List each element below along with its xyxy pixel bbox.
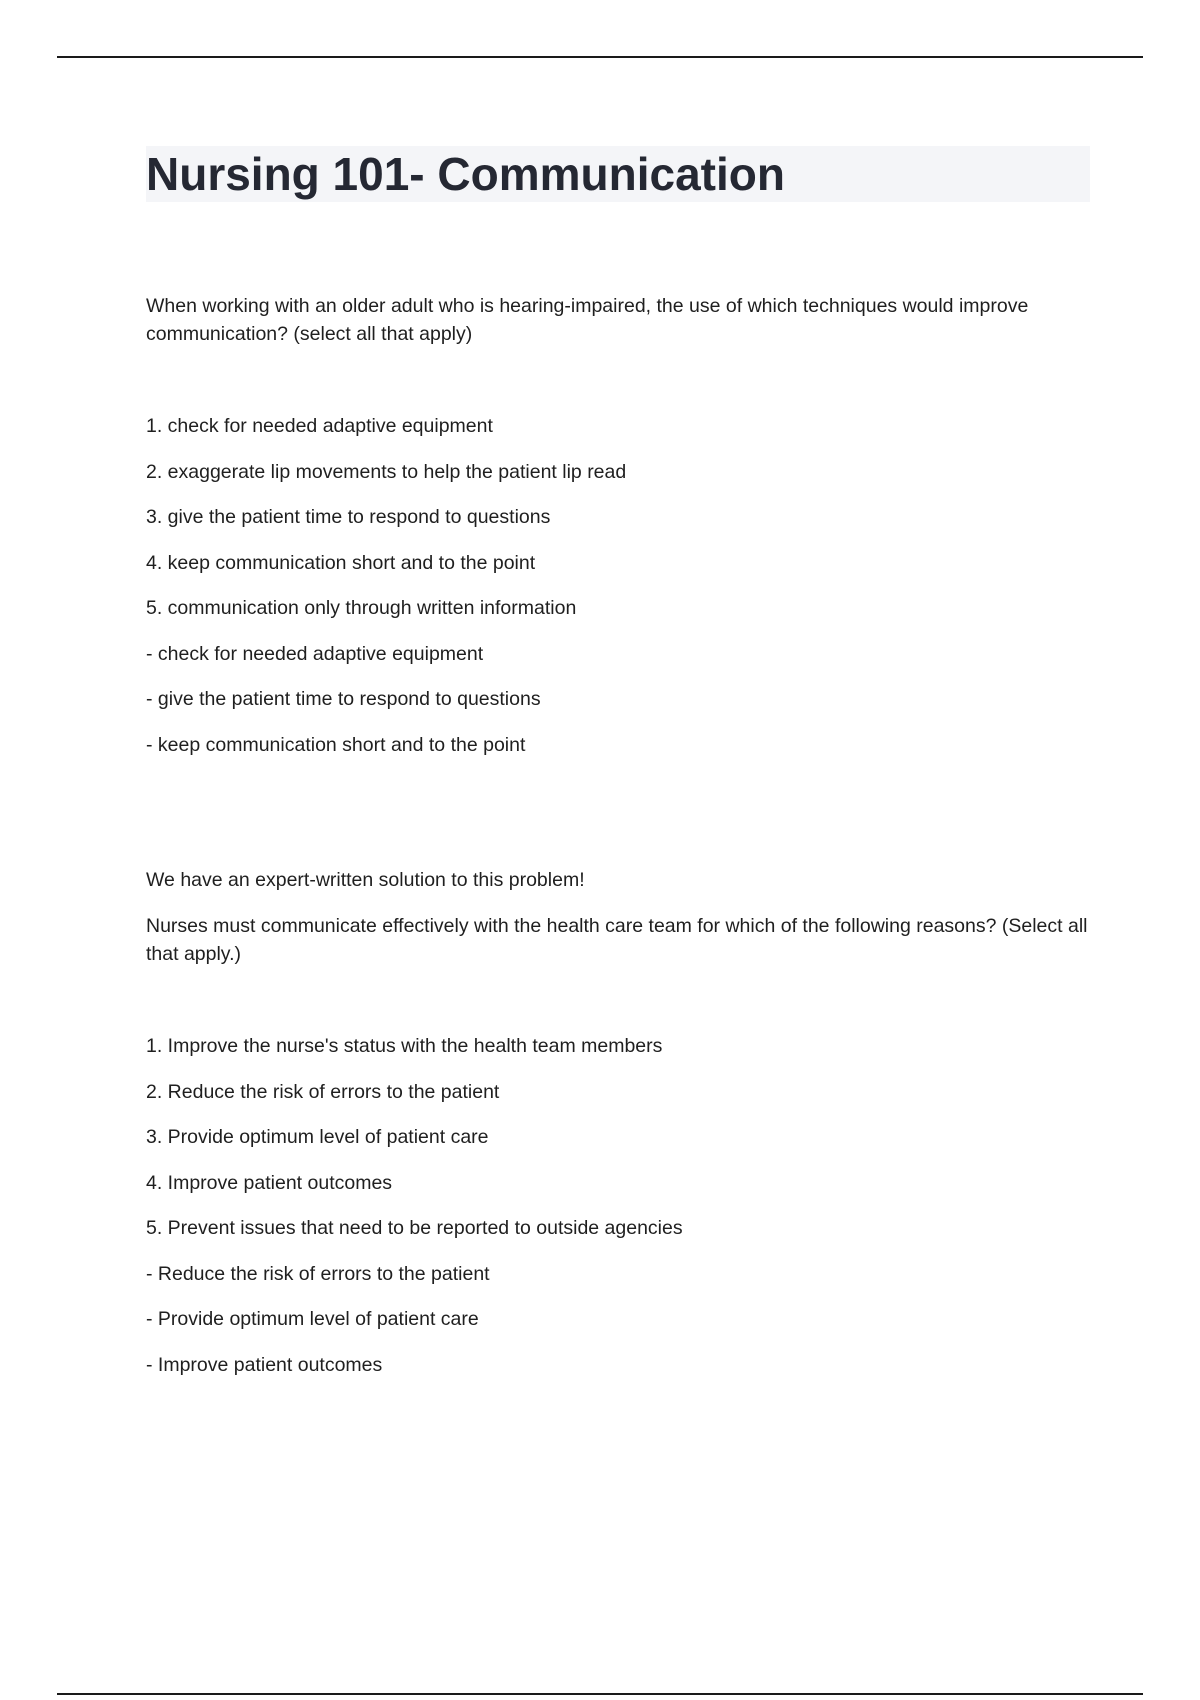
answer-item: - Improve patient outcomes xyxy=(146,1354,383,1376)
answer-item: - check for needed adaptive equipment xyxy=(146,643,484,665)
option-item: 4. Improve patient outcomes xyxy=(146,1172,393,1194)
question-text: Nurses must communicate effectively with the health care team for which of the following reasons? (Select all that apply.) xyxy=(146,915,1088,965)
option-item: 2. Reduce the risk of errors to the patient xyxy=(146,1081,500,1103)
option-item: 1. check for needed adaptive equipment xyxy=(146,415,493,437)
bottom-rule xyxy=(57,1693,1143,1695)
answer-item: - keep communication short and to the point xyxy=(146,734,526,756)
question-1 xyxy=(146,292,1090,348)
answer-item: - Reduce the risk of errors to the patient xyxy=(146,1263,490,1285)
option-item: 3. give the patient time to respond to questions xyxy=(146,506,551,528)
option-item: 3. Provide optimum level of patient care xyxy=(146,1126,489,1148)
answer-item: - Provide optimum level of patient care xyxy=(146,1308,479,1330)
option-item: 2. exaggerate lip movements to help the patient lip read xyxy=(146,461,627,483)
answer-item: - give the patient time to respond to questions xyxy=(146,688,541,710)
page-title: Nursing 101- Communication xyxy=(146,148,785,200)
option-item: 5. communication only through written information xyxy=(146,597,577,619)
top-rule xyxy=(57,56,1143,58)
option-item: 4. keep communication short and to the point xyxy=(146,552,536,574)
option-item: 1. Improve the nurse's status with the health team members xyxy=(146,1035,663,1057)
solution-note: We have an expert-written solution to this problem! xyxy=(146,869,585,891)
question-2 xyxy=(146,912,1090,968)
option-item: 5. Prevent issues that need to be reported to outside agencies xyxy=(146,1217,683,1239)
question-text: When working with an older adult who is hearing-impaired, the use of which techniques would improve communication? (select all that apply) xyxy=(146,295,1029,345)
